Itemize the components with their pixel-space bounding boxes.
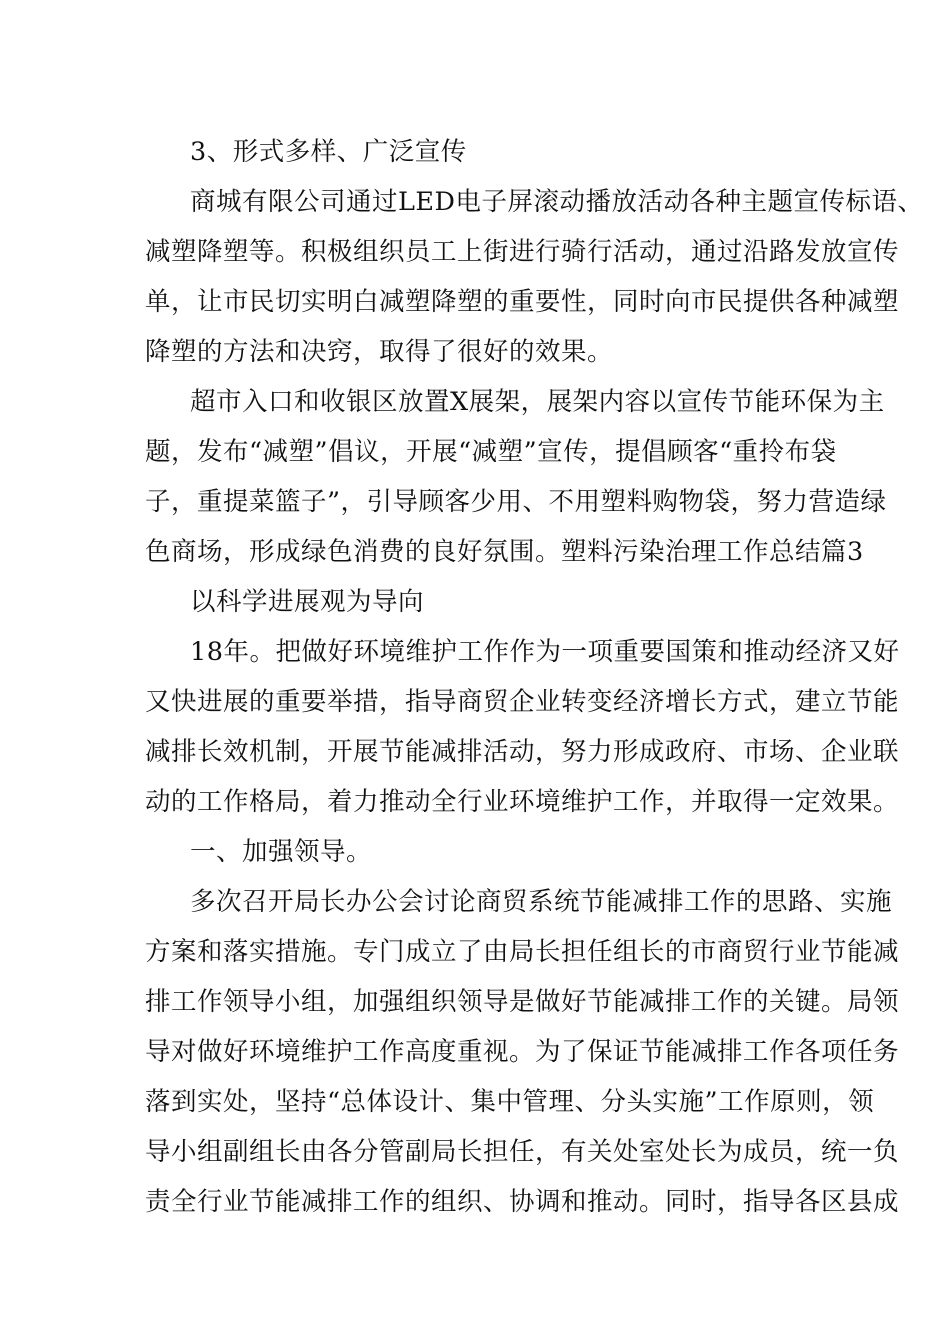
- paragraph-line: 超市入口和收银区放置X展架，展架内容以宣传节能环保为主: [190, 387, 885, 417]
- paragraph-line: 导小组副组长由各分管副局长担任，有关处室处长为成员，统一负: [145, 1137, 900, 1167]
- paragraph-line: 方案和落实措施。专门成立了由局长担任组长的市商贸行业节能减: [145, 937, 900, 967]
- paragraph-line: 动的工作格局，着力推动全行业环境维护工作，并取得一定效果。: [145, 787, 900, 817]
- paragraph-line: 单，让市民切实明白减塑降塑的重要性，同时向市民提供各种减塑: [145, 287, 900, 317]
- paragraph-line: 落到实处，坚持“总体设计、集中管理、分头实施”工作原则，领: [145, 1087, 875, 1117]
- paragraph-line: 又快进展的重要举措，指导商贸企业转变经济增长方式，建立节能: [145, 687, 900, 717]
- paragraph-line: 减塑降塑等。积极组织员工上街进行骑行活动，通过沿路发放宣传: [145, 237, 900, 267]
- section-heading: 3、形式多样、广泛宣传: [190, 137, 467, 167]
- paragraph-line: 降塑的方法和决窍，取得了很好的效果。: [145, 337, 614, 367]
- paragraph-line: 题，发布“减塑”倡议，开展“减塑”宣传，提倡顾客“重拎布袋: [145, 437, 837, 467]
- paragraph-line: 多次召开局长办公会讨论商贸系统节能减排工作的思路、实施: [190, 887, 893, 917]
- paragraph-line: 减排长效机制，开展节能减排活动，努力形成政府、市场、企业联: [145, 737, 900, 767]
- paragraph-line: 18年。把做好环境维护工作作为一项重要国策和推动经济又好: [190, 637, 900, 667]
- section-heading: 以科学进展观为导向: [190, 587, 425, 617]
- section-heading: 一、加强领导。: [190, 837, 373, 867]
- paragraph-line: 导对做好环境维护工作高度重视。为了保证节能减排工作各项任务: [145, 1037, 900, 1067]
- paragraph-line: 商城有限公司通过LED电子屏滚动播放活动各种主题宣传标语、: [190, 187, 924, 217]
- paragraph-line: 子，重提菜篮子”，引导顾客少用、不用塑料购物袋，努力营造绿: [145, 487, 887, 517]
- paragraph-line: 色商场，形成绿色消费的良好氛围。塑料污染治理工作总结篇3: [145, 537, 864, 567]
- paragraph-line: 排工作领导小组，加强组织领导是做好节能减排工作的关键。局领: [145, 987, 900, 1017]
- paragraph-line: 责全行业节能减排工作的组织、协调和推动。同时，指导各区县成: [145, 1187, 900, 1217]
